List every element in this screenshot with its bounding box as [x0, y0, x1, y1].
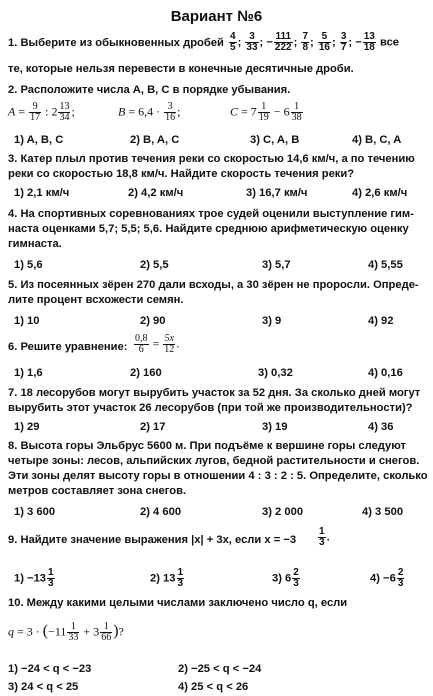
q8-option-1[interactable]: 1) 3 600	[14, 506, 56, 518]
q1-frac-4: $\frac{7}{8}$	[302, 31, 308, 53]
q1-frac-6: $\frac{3}{7}$	[340, 31, 347, 53]
q3-option-2[interactable]: 2) 4,2 км/ч	[128, 187, 184, 199]
q4-option-2[interactable]: 2) 5,5	[140, 259, 169, 271]
q2-option-1[interactable]: 1) A, B, C	[14, 134, 64, 146]
q8-line1: 8. Высота горы Эльбрус 5600 м. При подъёме к вершине горы следуют	[8, 440, 407, 452]
q2-option-2[interactable]: 2) B, A, C	[130, 134, 180, 146]
q3-option-4[interactable]: 4) 2,6 км/ч	[352, 187, 408, 199]
q4-line2: наста оценками 5,7; 5,5; 5,6. Найдите среднюю арифметическую оценку	[8, 223, 409, 235]
q8-line2: четыре зоны: лесов, альпийских лугов, бедной растительности и снегов.	[8, 455, 420, 467]
q1-line1: 1. Выберите из обыкновенных дробей	[8, 37, 224, 49]
q6-option-1[interactable]: 1) 1,6	[14, 367, 43, 379]
q6-equation: $\frac{0,8}{6}$ = $\frac{5x}{12}$ .	[135, 333, 180, 355]
q1-fractions: $\frac{4}{5}$ ; $\frac{3}{33}$ ; − $\frac{111}{222}$ ; $\frac{7}{8}$ ; $\frac{5}{16}$ ; $\frac{3}{7}$ ; − $\frac{13}{18}$ все	[230, 31, 400, 53]
q6-option-4[interactable]: 4) 0,16	[368, 367, 403, 379]
q7-option-1[interactable]: 1) 29	[14, 421, 40, 433]
q10-option-3[interactable]: 3) 24 < q < 25	[8, 681, 79, 693]
q1-frac-1: $\frac{4}{5}$	[230, 31, 236, 53]
q1-frac-7: $\frac{13}{18}$	[363, 31, 375, 53]
q6-option-3[interactable]: 3) 0,32	[258, 367, 293, 379]
q9-line1: 9. Найдите значение выражения |x| + 3x, если x = −3	[8, 534, 297, 546]
q7-line2: вырубить этот участок 26 лесорубов (при той же производительности)?	[8, 402, 413, 414]
q8-option-3[interactable]: 3) 2 000	[262, 506, 304, 518]
q2-expr-a: A = $\frac{9}{17}$ : 2 $\frac{13}{34}$ ;	[8, 101, 75, 123]
q2-option-3[interactable]: 3) C, A, B	[250, 134, 300, 146]
q5-option-3[interactable]: 3) 9	[262, 315, 282, 327]
q4-option-3[interactable]: 3) 5,7	[262, 259, 291, 271]
q2-expr-c: C = 7 $\frac{1}{19}$ − 6 $\frac{1}{38}$	[230, 101, 302, 123]
q3-line2: реки со скоростью 18,8 км/ч. Найдите скорость течения реки?	[8, 168, 355, 180]
q2-option-4[interactable]: 4) B, C, A	[352, 134, 402, 146]
q4-line1: 4. На спортивных соревнованиях трое судей оценили выступление гим-	[8, 208, 414, 220]
q8-option-4[interactable]: 4) 3 500	[362, 506, 404, 518]
q9-option-1[interactable]: 1) −13 $\frac{1}{3}$	[14, 567, 54, 589]
page-title: Вариант №6	[170, 8, 263, 25]
q10-expr: q = 3 · (−11 $\frac{1}{33}$ + 3 $\frac{1}{66}$ )?	[8, 621, 124, 643]
q10-option-4[interactable]: 4) 25 < q < 26	[178, 681, 249, 693]
q9-option-2[interactable]: 2) 13 $\frac{1}{3}$	[150, 567, 184, 589]
q1-frac-2: $\frac{3}{33}$	[246, 31, 258, 53]
q4-option-1[interactable]: 1) 5,6	[14, 259, 43, 271]
q9-frac: $\frac{1}{3}$ .	[319, 526, 330, 548]
q7-option-3[interactable]: 3) 19	[262, 421, 288, 433]
q7-option-2[interactable]: 2) 17	[140, 421, 166, 433]
q4-option-4[interactable]: 4) 5,55	[368, 259, 403, 271]
q9-option-3[interactable]: 3) 6 $\frac{2}{3}$	[272, 567, 299, 589]
q5-option-1[interactable]: 1) 10	[14, 315, 40, 327]
q3-option-1[interactable]: 1) 2,1 км/ч	[14, 187, 70, 199]
q4-line3: гимнаста.	[8, 238, 62, 250]
q7-option-4[interactable]: 4) 36	[368, 421, 394, 433]
q5-line1: 5. Из посеянных зёрен 270 дали всходы, а 30 зёрен не проросли. Опреде-	[8, 279, 419, 291]
q2-line1: 2. Расположите числа A, B, C в порядке убывания.	[8, 84, 291, 96]
q8-option-2[interactable]: 2) 4 600	[140, 506, 182, 518]
q1-line2: те, которые нельзя перевести в конечные десятичные дроби.	[8, 63, 354, 75]
q3-option-3[interactable]: 3) 16,7 км/ч	[246, 187, 308, 199]
q6-option-2[interactable]: 2) 160	[130, 367, 162, 379]
q3-line1: 3. Катер плыл против течения реки со скоростью 14,6 км/ч, а по течению	[8, 153, 415, 165]
q8-line3: Эти зоны делят высоту горы в отношении 4 : 3 : 2 : 5. Определите, сколько	[8, 470, 428, 482]
q5-option-4[interactable]: 4) 92	[368, 315, 394, 327]
q10-option-1[interactable]: 1) −24 < q < −23	[8, 663, 92, 675]
q8-line4: метров составляет зона снегов.	[8, 485, 187, 497]
q5-option-2[interactable]: 2) 90	[140, 315, 166, 327]
q6-line1: 6. Решите уравнение:	[8, 341, 128, 353]
q5-line2: лите процент всхожести семян.	[8, 294, 184, 306]
q9-option-4[interactable]: 4) −6 $\frac{2}{3}$	[370, 567, 404, 589]
q10-line1: 10. Между какими целыми числами заключено число q, если	[8, 597, 348, 609]
q7-line1: 7. 18 лесорубов могут вырубить участок за 52 дня. За сколько дней могут	[8, 387, 421, 399]
q10-option-2[interactable]: 2) −25 < q < −24	[178, 663, 262, 675]
q1-frac-3: $\frac{111}{222}$	[274, 31, 292, 53]
q2-expr-b: B = 6,4 · $\frac{3}{16}$ ;	[118, 101, 181, 123]
q1-frac-5: $\frac{5}{16}$	[318, 31, 330, 53]
